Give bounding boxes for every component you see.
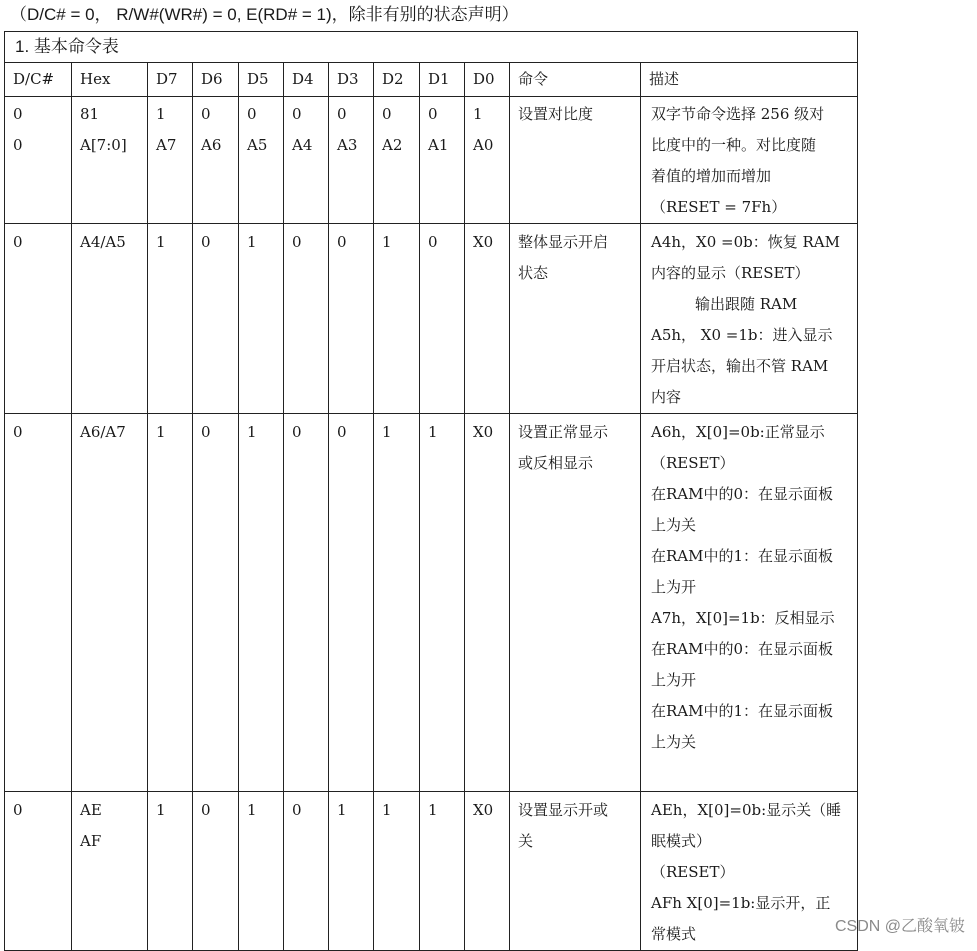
d2-cell: 0 A2 (374, 97, 420, 224)
table-row (5, 414, 858, 792)
d4-cell: 0 A4 (284, 97, 329, 224)
header-d7: D7 (148, 63, 193, 97)
header-dc: D/C# (5, 63, 72, 97)
hex-cell: 81 A[7:0] (72, 97, 148, 224)
description-cell: AEh，X[0]=0b:显示关（睡 眠模式） （RESET） AFh X[0]=1b:显示开，正 常模式 (641, 792, 858, 951)
header-d6: D6 (193, 63, 239, 97)
d7-cell: 1 (148, 414, 193, 792)
d1-cell: 1 (420, 414, 465, 792)
d2-cell: 1 (374, 224, 420, 414)
header-d5: D5 (239, 63, 284, 97)
description-cell: 双字节命令选择 256 级对 比度中的一种。对比度随 着值的增加而增加 （RESET = 7Fh） (641, 97, 858, 224)
header-d3: D3 (329, 63, 374, 97)
header-description: 描述 (641, 63, 858, 97)
d3-cell: 0 (329, 224, 374, 414)
d7-cell: 1 (148, 224, 193, 414)
command-cell: 整体显示开启 状态 (510, 224, 641, 414)
section-title: 1. 基本命令表 (5, 32, 858, 63)
d5-cell: 1 (239, 414, 284, 792)
header-hex: Hex (72, 63, 148, 97)
d3-cell: 0 (329, 414, 374, 792)
d1-cell: 0 A1 (420, 97, 465, 224)
dc-cell: 0 0 (5, 97, 72, 224)
header-d1: D1 (420, 63, 465, 97)
d2-cell: 1 (374, 792, 420, 951)
header-command: 命令 (510, 63, 641, 97)
header-d2: D2 (374, 63, 420, 97)
section-title-row (5, 32, 858, 63)
d6-cell: 0 A6 (193, 97, 239, 224)
d7-cell: 1 A7 (148, 97, 193, 224)
command-cell: 设置对比度 (510, 97, 641, 224)
dc-cell: 0 (5, 792, 72, 951)
command-cell: 设置显示开或 关 (510, 792, 641, 951)
csdn-watermark: CSDN @乙酸氧铍 (834, 918, 965, 935)
d4-cell: 0 (284, 224, 329, 414)
d0-cell: X0 (465, 792, 510, 951)
d1-cell: 0 (420, 224, 465, 414)
hex-cell: A6/A7 (72, 414, 148, 792)
d0-cell: X0 (465, 224, 510, 414)
d4-cell: 0 (284, 414, 329, 792)
d6-cell: 0 (193, 224, 239, 414)
d6-cell: 0 (193, 792, 239, 951)
d5-cell: 1 (239, 224, 284, 414)
header-d4: D4 (284, 63, 329, 97)
d0-cell: X0 (465, 414, 510, 792)
d1-cell: 1 (420, 792, 465, 951)
d4-cell: 0 (284, 792, 329, 951)
d3-cell: 1 (329, 792, 374, 951)
d6-cell: 0 (193, 414, 239, 792)
table-header-row (5, 63, 858, 97)
d5-cell: 1 (239, 792, 284, 951)
d5-cell: 0 A5 (239, 97, 284, 224)
hex-cell: AE AF (72, 792, 148, 951)
basic-command-table (4, 31, 858, 951)
description-cell: A6h，X[0]=0b:正常显示 （RESET） 在RAM中的0：在显示面板 上为关 在RAM中的1：在显示面板 上为开 A7h，X[0]=1b：反相显示 在RAM中的0：在显示面板 上为开 在RAM中的1：在显示面板 上为关 (641, 414, 858, 792)
table-row (5, 97, 858, 224)
table-row (5, 792, 858, 951)
d7-cell: 1 (148, 792, 193, 951)
description-cell: A4h，X0 =0b：恢复 RAM 内容的显示（RESET） 输出跟随 RAM A5h， X0 =1b：进入显示 开启状态，输出不管 RAM 内容 (641, 224, 858, 414)
table-row (5, 224, 858, 414)
d0-cell: 1 A0 (465, 97, 510, 224)
d3-cell: 0 A3 (329, 97, 374, 224)
dc-cell: 0 (5, 224, 72, 414)
command-cell: 设置正常显示 或反相显示 (510, 414, 641, 792)
hex-cell: A4/A5 (72, 224, 148, 414)
header-d0: D0 (465, 63, 510, 97)
dc-cell: 0 (5, 414, 72, 792)
d2-cell: 1 (374, 414, 420, 792)
state-condition-line: （D/C# = 0， R/W#(WR#) = 0, E(RD# = 1)，除非有别的状态声明） (10, 5, 519, 24)
